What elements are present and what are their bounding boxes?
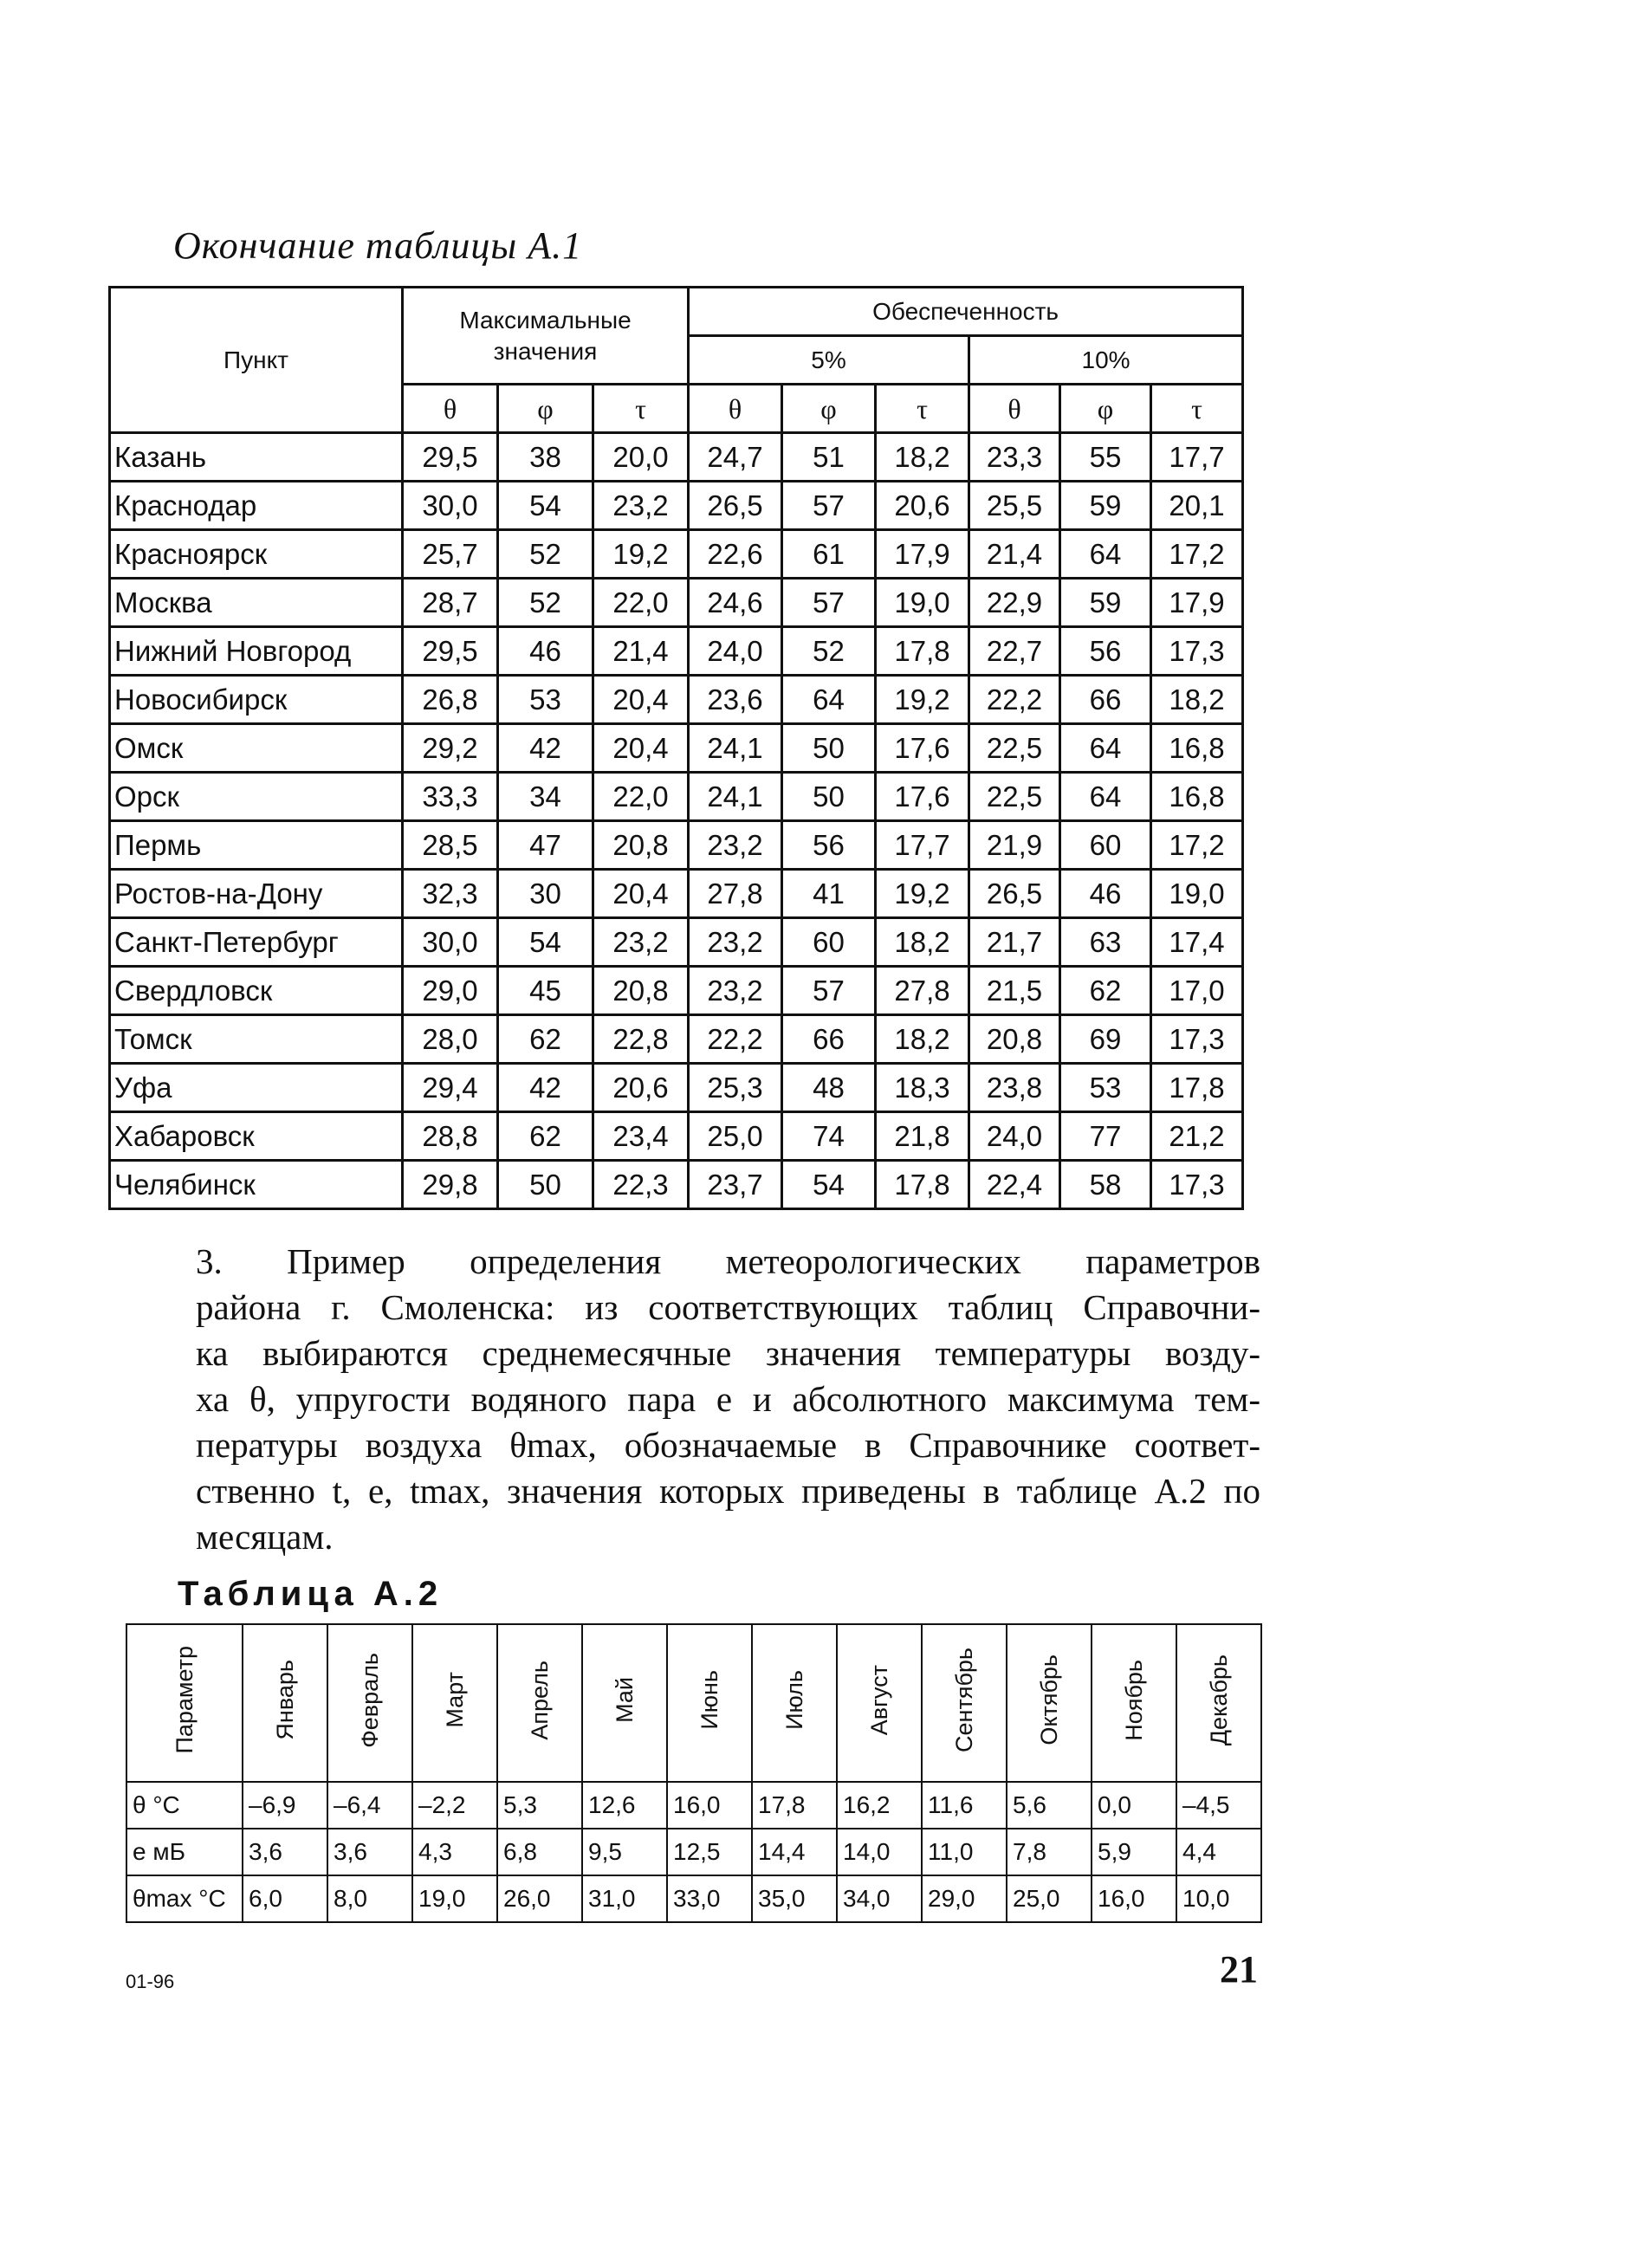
table-cell: 12,6 [582, 1782, 667, 1829]
table-cell: 17,9 [876, 530, 969, 579]
table-cell: 33,3 [403, 773, 498, 821]
paragraph-line: ха θ, упругости водяного пара e и абсолютного максимума тем- [196, 1379, 1260, 1419]
table-cell: 27,8 [689, 870, 782, 918]
city-name: Уфа [110, 1064, 403, 1112]
header-col [582, 1624, 667, 1782]
table-cell: 62 [498, 1112, 593, 1161]
table-cell: 17,7 [1151, 433, 1243, 482]
table-row [110, 1015, 1243, 1064]
table-cell: 22,5 [969, 724, 1060, 773]
table-cell: 4,4 [1176, 1829, 1261, 1875]
table-cell: 29,2 [403, 724, 498, 773]
city-name: Орск [110, 773, 403, 821]
table-cell: 23,4 [593, 1112, 689, 1161]
table-cell: 22,2 [969, 676, 1060, 724]
table-cell: 20,6 [876, 482, 969, 530]
city-name: Казань [110, 433, 403, 482]
table-cell: 46 [1060, 870, 1151, 918]
table-cell: 52 [498, 530, 593, 579]
header-col: θ [403, 385, 498, 433]
table-cell: 19,2 [593, 530, 689, 579]
city-name: Пермь [110, 821, 403, 870]
table-row [110, 773, 1243, 821]
table-cell: 46 [498, 627, 593, 676]
table-cell: 22,7 [969, 627, 1060, 676]
table-cell: 56 [1060, 627, 1151, 676]
table-row [110, 724, 1243, 773]
table-cell: 58 [1060, 1161, 1151, 1209]
table-cell: 22,8 [593, 1015, 689, 1064]
header-label: Февраль [357, 1652, 383, 1748]
paragraph-line: ка выбираются среднемесячные значения температуры возду- [196, 1333, 1260, 1373]
table-cell: 64 [1060, 773, 1151, 821]
header-label: Март [442, 1672, 468, 1728]
table-cell: 50 [498, 1161, 593, 1209]
table-row [110, 627, 1243, 676]
table-cell: 5,9 [1092, 1829, 1176, 1875]
table-cell: 17,7 [876, 821, 969, 870]
table-cell: 41 [782, 870, 876, 918]
table-cell: 50 [782, 773, 876, 821]
table-cell: 57 [782, 967, 876, 1015]
table-cell: 22,6 [689, 530, 782, 579]
table-cell: 35,0 [752, 1875, 837, 1922]
table-cell: 22,0 [593, 773, 689, 821]
table-cell: 20,4 [593, 870, 689, 918]
table-cell: 21,7 [969, 918, 1060, 967]
table-cell: 42 [498, 1064, 593, 1112]
table-cell: 21,4 [593, 627, 689, 676]
table-cell: 22,9 [969, 579, 1060, 627]
table-cell: 3,6 [327, 1829, 412, 1875]
table-row [110, 530, 1243, 579]
header-label: Июль [781, 1670, 807, 1730]
table-cell: 19,2 [876, 676, 969, 724]
table-cell: 66 [1060, 676, 1151, 724]
table-cell: 17,4 [1151, 918, 1243, 967]
table-cell: 28,8 [403, 1112, 498, 1161]
header-max-values: Максимальные значения [403, 288, 689, 385]
table-cell: 25,5 [969, 482, 1060, 530]
table-cell: 31,0 [582, 1875, 667, 1922]
table-cell: 30,0 [403, 918, 498, 967]
table-cell: 29,5 [403, 627, 498, 676]
table-cell: 20,8 [969, 1015, 1060, 1064]
table-cell: 55 [1060, 433, 1151, 482]
table-cell: 53 [498, 676, 593, 724]
table-cell: 25,0 [689, 1112, 782, 1161]
city-name: Ростов-на-Дону [110, 870, 403, 918]
city-name: Нижний Новгород [110, 627, 403, 676]
table-row [110, 821, 1243, 870]
table-cell: 16,0 [1092, 1875, 1176, 1922]
table-row [126, 1829, 1261, 1875]
table-cell: 26,5 [689, 482, 782, 530]
table-a1 [108, 286, 1244, 1210]
table-cell: 20,0 [593, 433, 689, 482]
parameter-name: e мБ [126, 1829, 243, 1875]
table-cell: 21,4 [969, 530, 1060, 579]
table-cell: 23,2 [689, 821, 782, 870]
city-name: Санкт-Петербург [110, 918, 403, 967]
table-cell: 48 [782, 1064, 876, 1112]
table-cell: 7,8 [1007, 1829, 1092, 1875]
table-cell: 29,5 [403, 433, 498, 482]
paragraph-line: района г. Смоленска: из соответствующих таблиц Справочни- [196, 1287, 1260, 1327]
header-col [922, 1624, 1007, 1782]
table-cell: 19,0 [876, 579, 969, 627]
table-cell: 17,0 [1151, 967, 1243, 1015]
table-cell: 25,0 [1007, 1875, 1092, 1922]
table-cell: 54 [782, 1161, 876, 1209]
table-cell: 27,8 [876, 967, 969, 1015]
table-cell: 56 [782, 821, 876, 870]
header-col [752, 1624, 837, 1782]
table-cell: 4,3 [412, 1829, 497, 1875]
print-code: 01-96 [126, 1971, 175, 1992]
table-cell: 20,1 [1151, 482, 1243, 530]
table-cell: 20,6 [593, 1064, 689, 1112]
header-label: Июнь [696, 1670, 722, 1730]
table-row [126, 1782, 1261, 1829]
table-cell: 24,1 [689, 773, 782, 821]
header-col [497, 1624, 582, 1782]
table-cell: 59 [1060, 482, 1151, 530]
table-cell: 33,0 [667, 1875, 752, 1922]
page-number: 21 [1220, 1948, 1258, 1991]
header-col: θ [689, 385, 782, 433]
table-cell: 28,5 [403, 821, 498, 870]
table-cell: 16,8 [1151, 724, 1243, 773]
header-col [837, 1624, 922, 1782]
paragraph-line: месяцам. [196, 1517, 334, 1557]
table-cell: 29,8 [403, 1161, 498, 1209]
table-cell: 21,5 [969, 967, 1060, 1015]
table-row [110, 918, 1243, 967]
table-cell: 53 [1060, 1064, 1151, 1112]
table-cell: 17,6 [876, 724, 969, 773]
city-name: Новосибирск [110, 676, 403, 724]
table-cell: 50 [782, 724, 876, 773]
table-cell: 74 [782, 1112, 876, 1161]
table-cell: 60 [1060, 821, 1151, 870]
table-cell: 47 [498, 821, 593, 870]
table-cell: 32,3 [403, 870, 498, 918]
table-cell: 23,8 [969, 1064, 1060, 1112]
table-cell: 25,7 [403, 530, 498, 579]
table-cell: 17,3 [1151, 1015, 1243, 1064]
table2-caption: Таблица А.2 [178, 1575, 444, 1613]
table-cell: 30 [498, 870, 593, 918]
table-cell: 22,4 [969, 1161, 1060, 1209]
table-cell: 45 [498, 967, 593, 1015]
table-cell: 8,0 [327, 1875, 412, 1922]
table-cell: 21,9 [969, 821, 1060, 870]
table-cell: 29,0 [922, 1875, 1007, 1922]
header-label: Декабрь [1206, 1654, 1232, 1746]
table-a2 [126, 1623, 1262, 1923]
header-col: τ [876, 385, 969, 433]
table-cell: 6,0 [243, 1875, 327, 1922]
table-cell: 16,8 [1151, 773, 1243, 821]
city-name: Краснодар [110, 482, 403, 530]
table-cell: 17,3 [1151, 1161, 1243, 1209]
table-row [126, 1875, 1261, 1922]
table-cell: 57 [782, 579, 876, 627]
table-cell: 23,3 [969, 433, 1060, 482]
table-cell: 18,2 [876, 433, 969, 482]
city-name: Томск [110, 1015, 403, 1064]
table-cell: 17,9 [1151, 579, 1243, 627]
header-col [327, 1624, 412, 1782]
table-cell: 52 [498, 579, 593, 627]
header-col [1007, 1624, 1092, 1782]
table-cell: 22,2 [689, 1015, 782, 1064]
header-label: Сентябрь [951, 1648, 977, 1752]
table-cell: 60 [782, 918, 876, 967]
table-cell: 23,7 [689, 1161, 782, 1209]
table-cell: 77 [1060, 1112, 1151, 1161]
table-cell: 34 [498, 773, 593, 821]
parameter-name: θmax °C [126, 1875, 243, 1922]
table-cell: 16,2 [837, 1782, 922, 1829]
table-cell: 66 [782, 1015, 876, 1064]
city-name: Красноярск [110, 530, 403, 579]
table-row [110, 482, 1243, 530]
table-cell: 64 [1060, 724, 1151, 773]
table-cell: 64 [782, 676, 876, 724]
table-cell: 57 [782, 482, 876, 530]
table-cell: 14,4 [752, 1829, 837, 1875]
table-cell: 5,6 [1007, 1782, 1092, 1829]
table-cell: 29,4 [403, 1064, 498, 1112]
table-cell: 38 [498, 433, 593, 482]
table-cell: 20,8 [593, 967, 689, 1015]
table-cell: 3,6 [243, 1829, 327, 1875]
table-row [110, 1161, 1243, 1209]
table-cell: 5,3 [497, 1782, 582, 1829]
header-label: Апрель [527, 1660, 553, 1740]
table-row [110, 579, 1243, 627]
city-name: Свердловск [110, 967, 403, 1015]
table-cell: 17,2 [1151, 530, 1243, 579]
table-cell: –4,5 [1176, 1782, 1261, 1829]
table-cell: 19,2 [876, 870, 969, 918]
header-col: τ [593, 385, 689, 433]
table-cell: 17,8 [1151, 1064, 1243, 1112]
table-cell: 29,0 [403, 967, 498, 1015]
table-cell: 62 [1060, 967, 1151, 1015]
table-cell: 25,3 [689, 1064, 782, 1112]
table-cell: 18,2 [876, 918, 969, 967]
table-cell: 23,2 [593, 918, 689, 967]
table-cell: 20,8 [593, 821, 689, 870]
table-cell: 12,5 [667, 1829, 752, 1875]
table-cell: 24,7 [689, 433, 782, 482]
table-cell: 62 [498, 1015, 593, 1064]
header-col [1092, 1624, 1176, 1782]
city-name: Омск [110, 724, 403, 773]
table-cell: 18,2 [1151, 676, 1243, 724]
table-cell: –6,4 [327, 1782, 412, 1829]
table-cell: 21,2 [1151, 1112, 1243, 1161]
table-cell: 63 [1060, 918, 1151, 967]
table-cell: 51 [782, 433, 876, 482]
header-5-percent: 5% [689, 336, 969, 385]
header-label: Октябрь [1036, 1655, 1062, 1745]
header-label: Январь [272, 1660, 298, 1740]
table-cell: 9,5 [582, 1829, 667, 1875]
header-col: φ [782, 385, 876, 433]
table-cell: 24,0 [689, 627, 782, 676]
table-cell: 23,6 [689, 676, 782, 724]
city-name: Москва [110, 579, 403, 627]
table-cell: 64 [1060, 530, 1151, 579]
parameter-name: θ °C [126, 1782, 243, 1829]
header-col [667, 1624, 752, 1782]
header-10-percent: 10% [969, 336, 1243, 385]
header-point: Пункт [110, 288, 403, 433]
table-cell: 54 [498, 482, 593, 530]
table-row [110, 1112, 1243, 1161]
table-cell: 18,2 [876, 1015, 969, 1064]
table-cell: 17,8 [752, 1782, 837, 1829]
table-row [110, 1064, 1243, 1112]
table-row [110, 967, 1243, 1015]
example-paragraph [121, 1239, 1260, 1560]
table-cell: 34,0 [837, 1875, 922, 1922]
table-cell: 20,4 [593, 724, 689, 773]
paragraph-line: ственно t, e, tmax, значения которых приведены в таблице А.2 по [196, 1471, 1260, 1511]
header-col [1176, 1624, 1261, 1782]
header-col [243, 1624, 327, 1782]
header-label: Май [612, 1677, 638, 1723]
table-cell: 26,0 [497, 1875, 582, 1922]
table-cell: 19,0 [1151, 870, 1243, 918]
table-cell: 0,0 [1092, 1782, 1176, 1829]
table-cell: 6,8 [497, 1829, 582, 1875]
paragraph-line: пературы воздуха θmax, обозначаемые в Справочнике соответ- [196, 1425, 1260, 1465]
table-cell: 24,0 [969, 1112, 1060, 1161]
header-probability: Обеспеченность [689, 288, 1243, 336]
table-cell: 11,6 [922, 1782, 1007, 1829]
table-cell: 61 [782, 530, 876, 579]
table-cell: 20,4 [593, 676, 689, 724]
table-row [110, 870, 1243, 918]
table-cell: 54 [498, 918, 593, 967]
table-cell: 17,3 [1151, 627, 1243, 676]
table-cell: 30,0 [403, 482, 498, 530]
table-cell: 42 [498, 724, 593, 773]
table-cell: 22,5 [969, 773, 1060, 821]
table-row [110, 676, 1243, 724]
table-cell: 21,8 [876, 1112, 969, 1161]
paragraph-line: 3. Пример определения метеорологических параметров [196, 1241, 1260, 1281]
header-col: φ [498, 385, 593, 433]
table-cell: 28,0 [403, 1015, 498, 1064]
table-cell: 24,1 [689, 724, 782, 773]
header-col: θ [969, 385, 1060, 433]
header-col: τ [1151, 385, 1243, 433]
table-cell: 52 [782, 627, 876, 676]
header-col [412, 1624, 497, 1782]
table-cell: 23,2 [593, 482, 689, 530]
table-cell: 14,0 [837, 1829, 922, 1875]
table-cell: 22,3 [593, 1161, 689, 1209]
header-label: Параметр [172, 1646, 198, 1754]
table-cell: –6,9 [243, 1782, 327, 1829]
table-cell: 23,2 [689, 918, 782, 967]
table-cell: 10,0 [1176, 1875, 1261, 1922]
table-cell: 22,0 [593, 579, 689, 627]
table-cell: 17,8 [876, 627, 969, 676]
table-cell: –2,2 [412, 1782, 497, 1829]
table-cell: 17,6 [876, 773, 969, 821]
header-label: Ноябрь [1121, 1659, 1147, 1741]
table-cell: 18,3 [876, 1064, 969, 1112]
header-label: Август [866, 1664, 892, 1736]
city-name: Челябинск [110, 1161, 403, 1209]
table1-caption: Окончание таблицы А.1 [173, 224, 583, 267]
table-cell: 17,2 [1151, 821, 1243, 870]
city-name: Хабаровск [110, 1112, 403, 1161]
table-cell: 23,2 [689, 967, 782, 1015]
header-col [126, 1624, 243, 1782]
table-cell: 16,0 [667, 1782, 752, 1829]
table-cell: 26,5 [969, 870, 1060, 918]
table-cell: 28,7 [403, 579, 498, 627]
table-cell: 26,8 [403, 676, 498, 724]
header-col: φ [1060, 385, 1151, 433]
table-cell: 11,0 [922, 1829, 1007, 1875]
table-cell: 24,6 [689, 579, 782, 627]
table-cell: 69 [1060, 1015, 1151, 1064]
table-cell: 17,8 [876, 1161, 969, 1209]
table-row [110, 433, 1243, 482]
table-cell: 59 [1060, 579, 1151, 627]
table-cell: 19,0 [412, 1875, 497, 1922]
